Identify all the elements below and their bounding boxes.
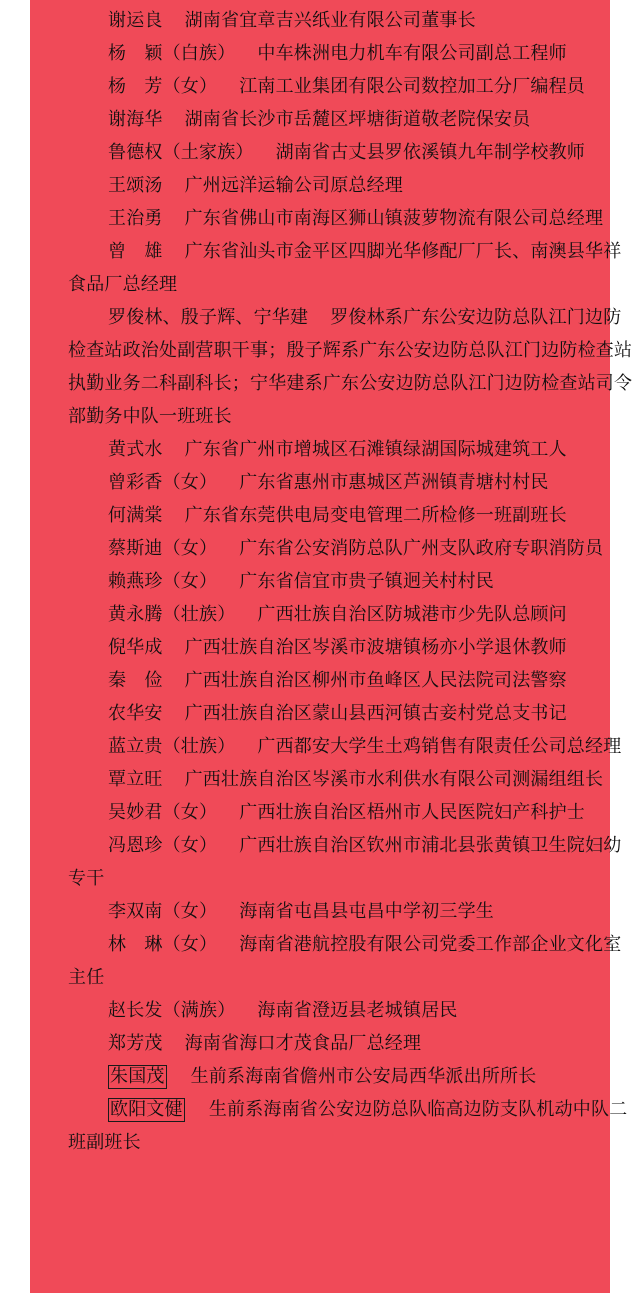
honoree-description: 广西壮族自治区防城港市少先队总顾问 <box>257 604 567 625</box>
list-item <box>68 37 634 70</box>
honoree-description: 广州远洋运输公司原总经理 <box>184 175 404 196</box>
honoree-name: 郑芳茂 <box>108 1033 163 1054</box>
list-item <box>68 1027 634 1060</box>
list-item <box>68 169 634 202</box>
honoree-description: 广西壮族自治区岑溪市水利供水有限公司测漏组组长 <box>184 769 604 790</box>
list-item <box>68 697 634 730</box>
list-item <box>68 70 634 103</box>
honoree-name: 罗俊林、殷子辉、宁华建 <box>108 307 309 328</box>
list-item <box>68 829 634 895</box>
honoree-name: 曾 雄 <box>108 241 163 262</box>
honoree-description: 广西壮族自治区蒙山县西河镇古妾村党总支书记 <box>184 703 567 724</box>
list-item <box>68 1093 634 1159</box>
honoree-name: 王治勇 <box>108 208 163 229</box>
list-item <box>68 796 634 829</box>
honoree-description: 江南工业集团有限公司数控加工分厂编程员 <box>239 76 586 97</box>
honoree-name: 鲁德权（土家族） <box>108 142 254 163</box>
list-item <box>68 895 634 928</box>
honoree-description: 海南省澄迈县老城镇居民 <box>257 1000 458 1021</box>
honoree-description: 广西壮族自治区柳州市鱼峰区人民法院司法警察 <box>184 670 567 691</box>
honoree-name: 黄式水 <box>108 439 163 460</box>
honoree-name: 覃立旺 <box>108 769 163 790</box>
list-item <box>68 664 634 697</box>
honoree-name: 杨 芳（女） <box>108 76 218 97</box>
honoree-name: 冯恩珍（女） <box>108 835 218 856</box>
honoree-name: 李双南（女） <box>108 901 218 922</box>
honoree-description: 海南省港航控股有限公司党委工作部企业文化室主任 <box>68 934 622 988</box>
honoree-name: 王颂汤 <box>108 175 163 196</box>
list-item <box>68 202 634 235</box>
honoree-name: 林 琳（女） <box>108 934 218 955</box>
honoree-description: 中车株洲电力机车有限公司副总工程师 <box>257 43 567 64</box>
list-item <box>68 466 634 499</box>
honoree-name: 蔡斯迪（女） <box>108 538 218 559</box>
list-item <box>68 499 634 532</box>
honoree-description: 广西壮族自治区钦州市浦北县张黄镇卫生院妇幼专干 <box>68 835 622 889</box>
list-item <box>68 994 634 1027</box>
honoree-description: 广东省信宜市贵子镇迥关村村民 <box>239 571 495 592</box>
list-item <box>68 1060 634 1093</box>
list-item <box>68 4 634 37</box>
honoree-description: 湖南省长沙市岳麓区坪塘街道敬老院保安员 <box>184 109 531 130</box>
honoree-description: 广东省公安消防总队广州支队政府专职消防员 <box>239 538 604 559</box>
list-item <box>68 565 634 598</box>
honoree-name: 杨 颖（白族） <box>108 43 236 64</box>
honoree-name: 秦 俭 <box>108 670 163 691</box>
content-panel <box>30 0 633 1293</box>
list-item <box>68 235 634 301</box>
honoree-name: 谢运良 <box>108 10 163 31</box>
honoree-name: 倪华成 <box>108 637 163 658</box>
honoree-description: 广东省惠州市惠城区芦洲镇青塘村村民 <box>239 472 549 493</box>
list-item <box>68 598 634 631</box>
honoree-description: 广东省佛山市南海区狮山镇菠萝物流有限公司总经理 <box>184 208 604 229</box>
honoree-description: 广西壮族自治区梧州市人民医院妇产科护士 <box>239 802 586 823</box>
list-item <box>68 136 634 169</box>
honoree-description: 生前系海南省儋州市公安局西华派出所所长 <box>190 1066 537 1087</box>
list-item <box>68 301 634 433</box>
list-item <box>68 730 634 763</box>
list-item <box>68 103 634 136</box>
honoree-description: 广东省汕头市金平区四脚光华修配厂厂长、南澳县华祥食品厂总经理 <box>68 241 622 295</box>
honoree-name: 赖燕珍（女） <box>108 571 218 592</box>
list-item <box>68 763 634 796</box>
honoree-name: 农华安 <box>108 703 163 724</box>
honoree-name: 赵长发（满族） <box>108 1000 236 1021</box>
list-item <box>68 631 634 664</box>
list-item <box>68 532 634 565</box>
honoree-description: 广东省东莞供电局变电管理二所检修一班副班长 <box>184 505 567 526</box>
list-item <box>68 433 634 466</box>
honoree-name: 欧阳文健 <box>110 1099 183 1120</box>
honoree-description: 海南省海口才茂食品厂总经理 <box>184 1033 422 1054</box>
honoree-description: 生前系海南省公安边防总队临高边防支队机动中队二班副班长 <box>68 1099 628 1153</box>
honoree-description: 广东省广州市增城区石滩镇绿湖国际城建筑工人 <box>184 439 567 460</box>
honoree-name: 何满棠 <box>108 505 163 526</box>
honoree-name: 朱国茂 <box>110 1066 165 1087</box>
honoree-description: 海南省屯昌县屯昌中学初三学生 <box>239 901 495 922</box>
honoree-name: 谢海华 <box>108 109 163 130</box>
honoree-description: 广西壮族自治区岑溪市波塘镇杨亦小学退休教师 <box>184 637 567 658</box>
honoree-description: 湖南省古丈县罗依溪镇九年制学校教师 <box>275 142 586 163</box>
honoree-name: 黄永腾（壮族） <box>108 604 236 625</box>
list-item <box>68 928 634 994</box>
honoree-description: 广西都安大学生土鸡销售有限责任公司总经理 <box>257 736 622 757</box>
honoree-description: 湖南省宜章吉兴纸业有限公司董事长 <box>184 10 476 31</box>
honoree-name: 蓝立贵（壮族） <box>108 736 236 757</box>
honoree-name: 吴妙君（女） <box>108 802 218 823</box>
honoree-list <box>68 4 634 1159</box>
honoree-description: 罗俊林系广东公安边防总队江门边防检查站政治处副营职干事；殷子辉系广东公安边防总队江门边防检查站执勤业务二科副科长；宁华建系广东公安边防总队江门边防检查站司令部勤务中队一班班长 <box>68 307 633 427</box>
honoree-name: 曾彩香（女） <box>108 472 218 493</box>
